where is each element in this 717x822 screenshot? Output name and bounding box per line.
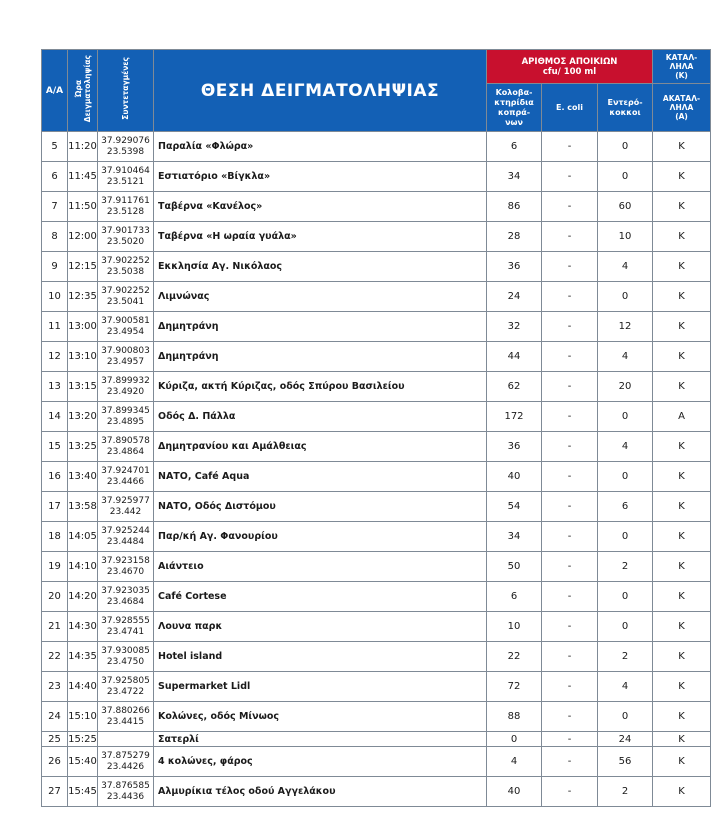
row-suitability: Κ: [653, 132, 711, 162]
row-number: 26: [42, 747, 68, 777]
row-enterococci: 4: [598, 252, 653, 282]
row-suitability: Κ: [653, 432, 711, 462]
row-coliforms: 44: [487, 342, 542, 372]
row-suitability: Κ: [653, 192, 711, 222]
row-ecoli: -: [542, 582, 598, 612]
header-suitable: ΚΑΤΑΛ- ΛΗΛΑ (Κ): [653, 50, 711, 84]
row-coordinates: 37.911761 23.5128: [98, 192, 154, 222]
row-ecoli: -: [542, 702, 598, 732]
row-location: ΝΑΤΟ, Café Aqua: [154, 462, 487, 492]
row-suitability: Κ: [653, 642, 711, 672]
row-time: 15:25: [68, 733, 97, 745]
row-ecoli: -: [542, 162, 598, 192]
header-coliforms: Κολοβα- κτηρίδια κοπρά- νων: [487, 84, 542, 132]
row-coordinates: 37.901733 23.5020: [98, 222, 154, 252]
row-time: 11:20: [68, 132, 98, 162]
header-coords-label: Συντεταγμένες: [121, 57, 130, 120]
sampling-results-sheet: [41, 49, 710, 807]
row-suitability: Κ: [653, 522, 711, 552]
row-time: 14:35: [68, 642, 98, 672]
row-coordinates: 37.925977 23.442: [98, 492, 154, 522]
row-time: 11:50: [68, 192, 98, 222]
table-row: [42, 342, 711, 372]
row-time: 15:40: [68, 747, 98, 777]
row-location: Παρ/κή Αγ. Φανουρίου: [154, 522, 487, 552]
row-ecoli: -: [542, 522, 598, 552]
row-location: ΝΑΤΟ, Οδός Διστόμου: [154, 492, 487, 522]
row-location: Supermarket Lidl: [154, 672, 487, 702]
row-coliforms: 6: [487, 582, 542, 612]
row-location: Δημητράνη: [154, 312, 487, 342]
row-coordinates: [98, 732, 154, 747]
row-coliforms: 72: [487, 672, 542, 702]
row-time: 12:00: [68, 222, 98, 252]
row-coordinates: 37.925805 23.4722: [98, 672, 154, 702]
table-row: [42, 222, 711, 252]
table-row: [42, 747, 711, 777]
row-location: Δημητράνη: [154, 342, 487, 372]
row-location: Κολώνες, οδός Μίνωος: [154, 702, 487, 732]
row-coordinates: 37.899345 23.4895: [98, 402, 154, 432]
row-suitability: Κ: [653, 747, 711, 777]
row-enterococci: 4: [598, 672, 653, 702]
table-row: [42, 432, 711, 462]
row-coliforms: 24: [487, 282, 542, 312]
row-number: 18: [42, 522, 68, 552]
table-row: [42, 162, 711, 192]
row-enterococci: 0: [598, 702, 653, 732]
sampling-results-table: [41, 49, 711, 807]
row-location: Αιάντειο: [154, 552, 487, 582]
table-body: [42, 132, 711, 807]
row-suitability: Κ: [653, 342, 711, 372]
row-number: 25: [42, 732, 68, 747]
row-location: Κύριζα, ακτή Κύριζας, οδός Σπύρου Βασιλείου: [154, 372, 487, 402]
row-coliforms: 22: [487, 642, 542, 672]
row-number: 11: [42, 312, 68, 342]
row-ecoli: -: [542, 372, 598, 402]
row-suitability: Κ: [653, 252, 711, 282]
row-coliforms: 36: [487, 252, 542, 282]
row-coordinates: 37.899932 23.4920: [98, 372, 154, 402]
row-ecoli: -: [542, 432, 598, 462]
row-enterococci: 12: [598, 312, 653, 342]
row-coordinates: 37.900803 23.4957: [98, 342, 154, 372]
row-number: 10: [42, 282, 68, 312]
row-enterococci: 10: [598, 222, 653, 252]
row-time: 14:05: [68, 522, 98, 552]
row-ecoli: -: [542, 612, 598, 642]
row-location: Δημητρανίου και Αμάλθειας: [154, 432, 487, 462]
row-location: Αλμυρίκια τέλος οδού Αγγελάκου: [154, 777, 487, 807]
row-ecoli: -: [542, 642, 598, 672]
row-enterococci: 0: [598, 612, 653, 642]
header-aa: Α/Α: [42, 50, 68, 132]
row-enterococci: 24: [598, 732, 653, 747]
table-row: [42, 492, 711, 522]
row-enterococci: 0: [598, 162, 653, 192]
table-row: [42, 552, 711, 582]
row-number: 15: [42, 432, 68, 462]
row-suitability: Κ: [653, 777, 711, 807]
row-location: Οδός Δ. Πάλλα: [154, 402, 487, 432]
row-suitability: Κ: [653, 492, 711, 522]
row-number: 6: [42, 162, 68, 192]
header-enterococci: Εντερό- κοκκοι: [598, 84, 653, 132]
row-location: Λιμνώνας: [154, 282, 487, 312]
row-number: 7: [42, 192, 68, 222]
row-enterococci: 2: [598, 552, 653, 582]
row-enterococci: 0: [598, 402, 653, 432]
header-ecoli: E. coli: [542, 84, 598, 132]
row-suitability: Κ: [653, 462, 711, 492]
row-ecoli: -: [542, 747, 598, 777]
row-enterococci: 0: [598, 462, 653, 492]
row-ecoli: -: [542, 402, 598, 432]
row-suitability: Κ: [653, 222, 711, 252]
row-number: 19: [42, 552, 68, 582]
row-location: Café Cortese: [154, 582, 487, 612]
row-location: Σατερλί: [154, 732, 487, 747]
row-location: Λουνα παρκ: [154, 612, 487, 642]
row-time: 14:20: [68, 582, 98, 612]
row-suitability: Κ: [653, 612, 711, 642]
row-enterococci: 56: [598, 747, 653, 777]
row-time: 13:58: [68, 492, 98, 522]
row-suitability: Κ: [653, 162, 711, 192]
table-header: [42, 50, 711, 132]
row-time: 13:10: [68, 342, 98, 372]
row-enterococci: 2: [598, 777, 653, 807]
row-coliforms: 28: [487, 222, 542, 252]
table-row: [42, 612, 711, 642]
row-coliforms: 36: [487, 432, 542, 462]
row-coordinates: 37.900581 23.4954: [98, 312, 154, 342]
row-enterococci: 4: [598, 342, 653, 372]
row-time: 11:45: [68, 162, 98, 192]
row-ecoli: -: [542, 342, 598, 372]
row-time: 12:35: [68, 282, 98, 312]
table-row: [42, 777, 711, 807]
row-enterococci: 0: [598, 282, 653, 312]
row-suitability: Κ: [653, 702, 711, 732]
row-coordinates: 37.902252 23.5038: [98, 252, 154, 282]
row-coordinates: 37.902252 23.5041: [98, 282, 154, 312]
row-ecoli: -: [542, 312, 598, 342]
row-coliforms: 40: [487, 777, 542, 807]
row-number: 22: [42, 642, 68, 672]
row-coliforms: 32: [487, 312, 542, 342]
row-coliforms: 88: [487, 702, 542, 732]
row-coliforms: 62: [487, 372, 542, 402]
row-coordinates: 37.890578 23.4864: [98, 432, 154, 462]
table-row: [42, 522, 711, 552]
row-suitability: Κ: [653, 372, 711, 402]
row-enterococci: 6: [598, 492, 653, 522]
table-row: [42, 732, 711, 747]
row-number: 13: [42, 372, 68, 402]
row-coordinates: 37.875279 23.4426: [98, 747, 154, 777]
row-coliforms: 54: [487, 492, 542, 522]
row-number: 17: [42, 492, 68, 522]
row-coliforms: 34: [487, 522, 542, 552]
row-time: 13:15: [68, 372, 98, 402]
row-number: 16: [42, 462, 68, 492]
row-ecoli: -: [542, 222, 598, 252]
table-row: [42, 462, 711, 492]
row-number: 9: [42, 252, 68, 282]
row-coliforms: 0: [487, 732, 542, 747]
row-time: 15:10: [68, 702, 98, 732]
row-coordinates: 37.923035 23.4684: [98, 582, 154, 612]
table-row: [42, 582, 711, 612]
row-coliforms: 172: [487, 402, 542, 432]
table-row: [42, 192, 711, 222]
row-suitability: Κ: [653, 312, 711, 342]
header-unsuitable: ΑΚΑΤΑΛ- ΛΗΛΑ (Α): [653, 84, 711, 132]
row-suitability: Κ: [653, 732, 711, 747]
row-location: Εκκλησία Αγ. Νικόλαος: [154, 252, 487, 282]
row-coordinates: 37.930085 23.4750: [98, 642, 154, 672]
row-time: 14:10: [68, 552, 98, 582]
row-coordinates: 37.923158 23.4670: [98, 552, 154, 582]
row-ecoli: -: [542, 462, 598, 492]
table-row: [42, 282, 711, 312]
row-time: 15:45: [68, 777, 98, 807]
header-time: [68, 50, 98, 132]
row-ecoli: -: [542, 252, 598, 282]
row-coliforms: 40: [487, 462, 542, 492]
row-time: 13:25: [68, 432, 98, 462]
row-enterococci: 60: [598, 192, 653, 222]
row-coordinates: 37.924701 23.4466: [98, 462, 154, 492]
row-location: Ταβέρνα «Κανέλος»: [154, 192, 487, 222]
row-coordinates: 37.929076 23.5398: [98, 132, 154, 162]
row-ecoli: -: [542, 192, 598, 222]
row-number: 21: [42, 612, 68, 642]
row-ecoli: -: [542, 492, 598, 522]
row-number: 8: [42, 222, 68, 252]
row-suitability: Κ: [653, 552, 711, 582]
row-ecoli: -: [542, 777, 598, 807]
row-coliforms: 86: [487, 192, 542, 222]
row-coliforms: 34: [487, 162, 542, 192]
row-enterococci: 0: [598, 522, 653, 552]
row-number: 27: [42, 777, 68, 807]
row-number: 14: [42, 402, 68, 432]
table-row: [42, 642, 711, 672]
row-number: 23: [42, 672, 68, 702]
row-number: 24: [42, 702, 68, 732]
row-coliforms: 6: [487, 132, 542, 162]
header-time-label: Ώρα Δειγματοληψίας: [73, 54, 92, 123]
row-coordinates: 37.910464 23.5121: [98, 162, 154, 192]
row-ecoli: -: [542, 732, 598, 747]
row-enterococci: 2: [598, 642, 653, 672]
table-row: [42, 252, 711, 282]
table-row: [42, 312, 711, 342]
header-colony-count: ΑΡΙΘΜΟΣ ΑΠΟΙΚΙΩΝ cfu/ 100 ml: [487, 50, 653, 84]
row-time: 14:40: [68, 672, 98, 702]
row-number: 12: [42, 342, 68, 372]
header-location: ΘΕΣΗ ΔΕΙΓΜΑΤΟΛΗΨΙΑΣ: [154, 50, 487, 132]
row-number: 20: [42, 582, 68, 612]
row-ecoli: -: [542, 552, 598, 582]
row-location: Hotel island: [154, 642, 487, 672]
row-time: 13:00: [68, 312, 98, 342]
row-ecoli: -: [542, 132, 598, 162]
row-time: 14:30: [68, 612, 98, 642]
row-enterococci: 0: [598, 132, 653, 162]
row-enterococci: 20: [598, 372, 653, 402]
row-time: 13:20: [68, 402, 98, 432]
row-coordinates: 37.925244 23.4484: [98, 522, 154, 552]
row-enterococci: 4: [598, 432, 653, 462]
row-coliforms: 10: [487, 612, 542, 642]
row-coliforms: 4: [487, 747, 542, 777]
row-time: 12:15: [68, 252, 98, 282]
table-row: [42, 372, 711, 402]
row-coliforms: 50: [487, 552, 542, 582]
row-suitability: Κ: [653, 282, 711, 312]
row-location: Εστιατόριο «Βίγκλα»: [154, 162, 487, 192]
header-coords: [98, 50, 154, 132]
row-coordinates: 37.876585 23.4436: [98, 777, 154, 807]
table-row: [42, 672, 711, 702]
row-location: 4 κολώνες, φάρος: [154, 747, 487, 777]
row-coordinates: 37.880266 23.4415: [98, 702, 154, 732]
table-row: [42, 132, 711, 162]
row-ecoli: -: [542, 282, 598, 312]
row-coordinates: 37.928555 23.4741: [98, 612, 154, 642]
row-location: Παραλία «Φλώρα»: [154, 132, 487, 162]
row-suitability: Κ: [653, 672, 711, 702]
table-row: [42, 402, 711, 432]
row-time: 13:40: [68, 462, 98, 492]
row-suitability: Α: [653, 402, 711, 432]
row-suitability: Κ: [653, 582, 711, 612]
row-number: 5: [42, 132, 68, 162]
table-row: [42, 702, 711, 732]
row-enterococci: 0: [598, 582, 653, 612]
row-ecoli: -: [542, 672, 598, 702]
row-location: Ταβέρνα «Η ωραία γυάλα»: [154, 222, 487, 252]
